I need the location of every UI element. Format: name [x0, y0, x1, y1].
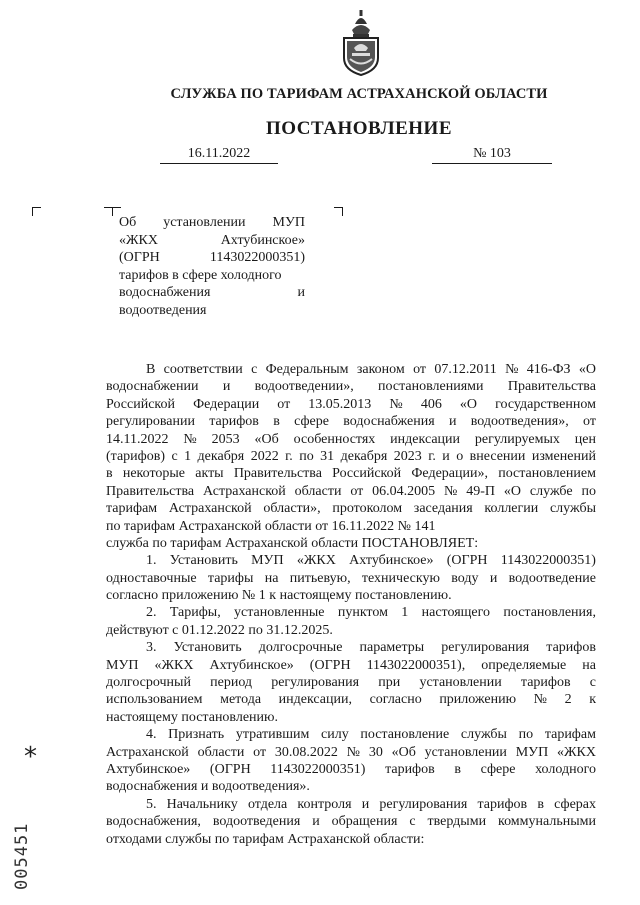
body-word: 31 — [320, 448, 335, 464]
body-word: установлении — [424, 744, 507, 760]
body-line — [106, 570, 596, 587]
body-word: Астраханской — [106, 744, 189, 760]
body-line: действуют с 01.12.2022 по 31.12.2025. — [106, 622, 333, 638]
body-word: особенностях — [293, 431, 376, 447]
body-word: «ЖКХ — [296, 553, 336, 569]
body-word: водоотведения — [212, 814, 301, 830]
body-line — [106, 813, 596, 830]
body-word: параметры — [359, 640, 425, 656]
body-word: 30 — [368, 744, 383, 760]
corner-mark — [334, 207, 343, 216]
body-word: тарифов — [209, 414, 259, 430]
body-word: водоотведение — [508, 570, 596, 586]
body-word: № — [533, 692, 548, 708]
body-line: согласно приложению № 1 к настоящему постановлению. — [106, 588, 452, 604]
body-word: 1 — [401, 605, 409, 621]
body-word: от — [413, 362, 426, 377]
body-line — [106, 396, 596, 413]
body-word: холодного — [535, 761, 596, 777]
body-word: (ОГРН — [446, 553, 488, 569]
body-word: регулирования — [271, 675, 360, 691]
body-word: 416-ФЗ — [526, 362, 571, 377]
body-word: № — [183, 431, 197, 447]
body-word: 1143022000351) — [270, 761, 366, 777]
body-word: установлении — [419, 675, 502, 691]
body-word: водоснабжения, — [106, 814, 201, 830]
body-word: водоотведения», — [470, 414, 569, 430]
body-word: период — [210, 675, 253, 691]
subject-word: водоснабжения — [119, 285, 211, 300]
body-word: в — [537, 796, 544, 812]
body-word: регулирования — [379, 796, 468, 812]
body-word: техническую — [361, 570, 440, 586]
body-word: тарифов — [477, 796, 528, 812]
body-word: (тарифов) — [106, 448, 166, 464]
subject-word: (ОГРН — [119, 250, 160, 265]
body-line — [106, 639, 596, 656]
subject-word: водоотведения — [119, 302, 207, 318]
body-word: сферах — [554, 796, 596, 812]
body-word: твердыми — [427, 814, 487, 830]
body-word: Начальнику — [166, 796, 238, 812]
body-line — [106, 691, 596, 708]
body-word: и — [489, 570, 498, 586]
body-word: воду — [451, 570, 479, 586]
body-word: водоснабжения — [343, 414, 435, 430]
body-word: от — [583, 414, 596, 430]
body-line — [106, 431, 596, 448]
body-word: декабря — [197, 448, 245, 464]
body-word: службы — [549, 501, 596, 517]
body-word: Ахтубинское» — [106, 761, 191, 777]
subject-word: 1143022000351) — [209, 250, 305, 265]
body-line — [106, 413, 596, 430]
body-word: тарифам — [106, 501, 158, 517]
body-word: от — [253, 744, 267, 760]
body-word: установленные — [234, 605, 325, 621]
coat-of-arms-icon — [338, 10, 384, 76]
body-word: соответствии — [163, 362, 243, 377]
body-word: 2022 — [250, 448, 279, 464]
body-word: области», — [263, 501, 321, 517]
body-word: в — [106, 466, 113, 482]
body-line — [106, 552, 596, 569]
body-word: № — [444, 483, 458, 499]
body-line — [106, 796, 596, 813]
body-word: постановлением — [498, 466, 596, 482]
body-word: протоколом — [332, 501, 403, 517]
body-word: приложению — [439, 692, 517, 708]
body-word: утратившим — [235, 727, 310, 743]
stamp-number: 005451 — [12, 822, 32, 890]
body-line — [106, 483, 596, 500]
document-subject — [119, 214, 305, 319]
body-word: (ОГРН — [309, 657, 351, 673]
body-word: постановлениями — [378, 379, 484, 395]
subject-word: Ахтубинское» — [220, 232, 305, 248]
body-word: регулирования — [441, 640, 530, 656]
body-word: настоящего — [421, 605, 491, 621]
body-word: по — [299, 448, 314, 464]
body-word: службе — [529, 483, 573, 499]
body-word: 1. — [146, 553, 157, 569]
body-word: 4. — [146, 727, 157, 743]
body-word: изменений — [531, 448, 596, 464]
body-word: коммунальными — [497, 814, 596, 830]
body-word: «Об — [254, 431, 279, 447]
body-word: 1 — [184, 448, 192, 464]
body-word: Установить — [169, 553, 238, 569]
body-word: сфере — [294, 414, 329, 430]
body-line: по тарифам Астраханской области от 16.11.2022 № 141 — [106, 518, 436, 534]
body-word: МУП — [515, 744, 549, 760]
body-word: и — [361, 796, 370, 812]
body-word: постановления, — [503, 605, 596, 621]
body-word: Признать — [168, 727, 225, 743]
body-word: 2. — [146, 605, 157, 621]
body-word: тарифы — [207, 570, 254, 586]
body-word: Астраханской — [168, 501, 252, 517]
subject-line — [119, 302, 305, 320]
body-word: водоотведении», — [254, 379, 354, 395]
body-word: тарифов — [385, 761, 435, 777]
body-word: по — [581, 483, 596, 499]
body-word: отдела — [247, 796, 288, 812]
body-word: тарифов — [546, 640, 596, 656]
body-word: № — [346, 744, 361, 760]
body-word: 49-П — [466, 483, 496, 499]
body-word: «О — [578, 362, 596, 377]
body-line: настоящему постановлению. — [106, 709, 278, 725]
body-word: 5. — [146, 796, 157, 812]
body-word: «Об — [391, 744, 416, 760]
body-word: г. — [428, 448, 436, 464]
body-word: о — [456, 448, 464, 464]
body-word: и — [222, 379, 231, 395]
body-word: Правительства — [106, 483, 195, 499]
body-word: индексации, — [278, 692, 352, 708]
body-word: коллегии — [484, 501, 539, 517]
body-word: заседания — [413, 501, 473, 517]
body-line — [106, 604, 596, 621]
body-word: «О — [503, 483, 522, 499]
body-word: с — [589, 675, 596, 691]
body-word: в — [454, 761, 461, 777]
body-word: государственном — [495, 396, 596, 412]
body-word: 3. — [146, 640, 157, 656]
body-word: контроля — [297, 796, 352, 812]
body-line: служба по тарифам Астраханской области ПОСТАНОВЛЯЕТ: — [106, 535, 479, 551]
body-word: и — [448, 414, 457, 430]
subject-word: Об — [119, 215, 137, 230]
body-word: на — [264, 570, 279, 586]
body-word: 406 — [420, 396, 442, 412]
body-word: акты — [195, 466, 224, 482]
subject-word: тарифов в сфере холодного — [119, 267, 282, 283]
body-line — [106, 361, 596, 378]
body-word: 14.11.2022 — [106, 431, 169, 447]
body-line — [106, 744, 596, 761]
body-line — [106, 465, 596, 482]
body-word: «ЖКХ — [154, 657, 194, 673]
body-word: Российской — [332, 466, 402, 482]
body-word: 2 — [564, 692, 572, 708]
body-word: внесении — [469, 448, 526, 464]
body-word: одноставочные — [106, 570, 197, 586]
body-word: Ахтубинское» — [349, 553, 434, 569]
body-word: Федерации», — [411, 466, 488, 482]
body-word: обращения — [331, 814, 398, 830]
body-word: г. — [285, 448, 293, 464]
body-word: согласно — [369, 692, 422, 708]
body-word: службы — [460, 727, 507, 743]
subject-line — [119, 249, 305, 267]
body-word: в — [273, 414, 280, 430]
body-word: постановление — [360, 727, 450, 743]
agency-title: СЛУЖБА ПО ТАРИФАМ АСТРАХАНСКОЙ ОБЛАСТИ — [170, 86, 548, 102]
body-word: Правительства — [507, 379, 596, 395]
body-line — [106, 761, 596, 778]
body-word: некоторые — [122, 466, 186, 482]
body-word: области — [197, 744, 245, 760]
body-word: Тарифы, — [169, 605, 221, 621]
body-line — [106, 448, 596, 465]
body-line: отходами службы по тарифам Астраханской области: — [106, 831, 425, 847]
body-word: № — [389, 396, 403, 412]
body-word: сфере — [480, 761, 516, 777]
body-word: (ОГРН — [209, 761, 251, 777]
body-word: Установить — [173, 640, 242, 656]
body-word: на — [582, 657, 596, 673]
corner-mark — [32, 207, 41, 216]
body-word: использованием — [106, 692, 203, 708]
body-word: Правительства — [233, 466, 322, 482]
body-word: с — [409, 814, 416, 830]
subject-line — [119, 214, 305, 232]
body-word: питьевую, — [289, 570, 351, 586]
subject-word: и — [297, 285, 305, 300]
body-line: водоснабжения и водоотведения». — [106, 779, 310, 795]
body-word: индексации — [390, 431, 461, 447]
body-word: декабря — [340, 448, 388, 464]
body-line — [106, 726, 596, 743]
document-number: № 103 — [432, 146, 552, 164]
body-word: долгосрочные — [258, 640, 343, 656]
body-word: долгосрочный — [106, 675, 191, 691]
subject-word: МУП — [272, 215, 305, 230]
body-word: тарифов — [520, 675, 571, 691]
document-body — [106, 361, 596, 848]
body-word: 2023 — [393, 448, 422, 464]
body-word: цен — [574, 431, 596, 447]
body-word: с — [251, 362, 258, 377]
body-word: от — [350, 483, 364, 499]
body-word: силу — [321, 727, 349, 743]
document-type: ПОСТАНОВЛЕНИЕ — [265, 118, 453, 139]
body-word: регулировании — [106, 414, 195, 430]
body-line — [106, 500, 596, 517]
body-word: метода — [220, 692, 262, 708]
body-word: 13.05.2013 — [308, 396, 372, 412]
body-line — [106, 674, 596, 691]
subject-word: установлении — [163, 215, 246, 230]
subject-line — [119, 267, 305, 285]
body-word: и — [442, 448, 450, 464]
body-word: Российской — [106, 396, 175, 412]
body-word: МУП — [251, 553, 284, 569]
body-word: регулируемых — [474, 431, 560, 447]
body-word: «ЖКХ — [556, 744, 596, 760]
body-line — [106, 657, 596, 674]
body-word: от — [277, 396, 291, 412]
body-word: 06.04.2005 — [372, 483, 436, 499]
body-word: «О — [459, 396, 478, 412]
body-word: МУП — [106, 657, 139, 673]
stamp-mark: * — [24, 742, 37, 772]
body-word: 1143022000351) — [500, 553, 596, 569]
body-word: по — [518, 727, 534, 743]
body-word: Федерации — [193, 396, 260, 412]
body-word: и — [312, 814, 320, 830]
body-word: 30.08.2022 — [274, 744, 338, 760]
body-word: Астраханской — [202, 483, 286, 499]
body-line — [106, 378, 596, 395]
body-word: с — [171, 448, 178, 464]
subject-line — [119, 284, 305, 302]
body-word: Ахтубинское» — [209, 657, 294, 673]
body-word: к — [589, 692, 596, 708]
body-word: 07.12.2011 — [434, 362, 497, 377]
subject-word: «ЖКХ — [119, 232, 158, 248]
body-word: Федеральным — [265, 362, 349, 377]
body-word: области — [294, 483, 342, 499]
body-word: при — [378, 675, 401, 691]
body-word: пунктом — [337, 605, 388, 621]
body-word: определяемые — [481, 657, 567, 673]
body-word: 2053 — [211, 431, 240, 447]
subject-line — [119, 232, 305, 250]
body-word: водоснабжении — [106, 379, 199, 395]
body-word: законом — [356, 362, 405, 377]
body-word: В — [146, 362, 156, 377]
body-word: № — [505, 362, 519, 377]
document-date: 16.11.2022 — [160, 146, 278, 164]
body-word: тарифам — [544, 727, 596, 743]
body-word: 1143022000351), — [366, 657, 466, 673]
